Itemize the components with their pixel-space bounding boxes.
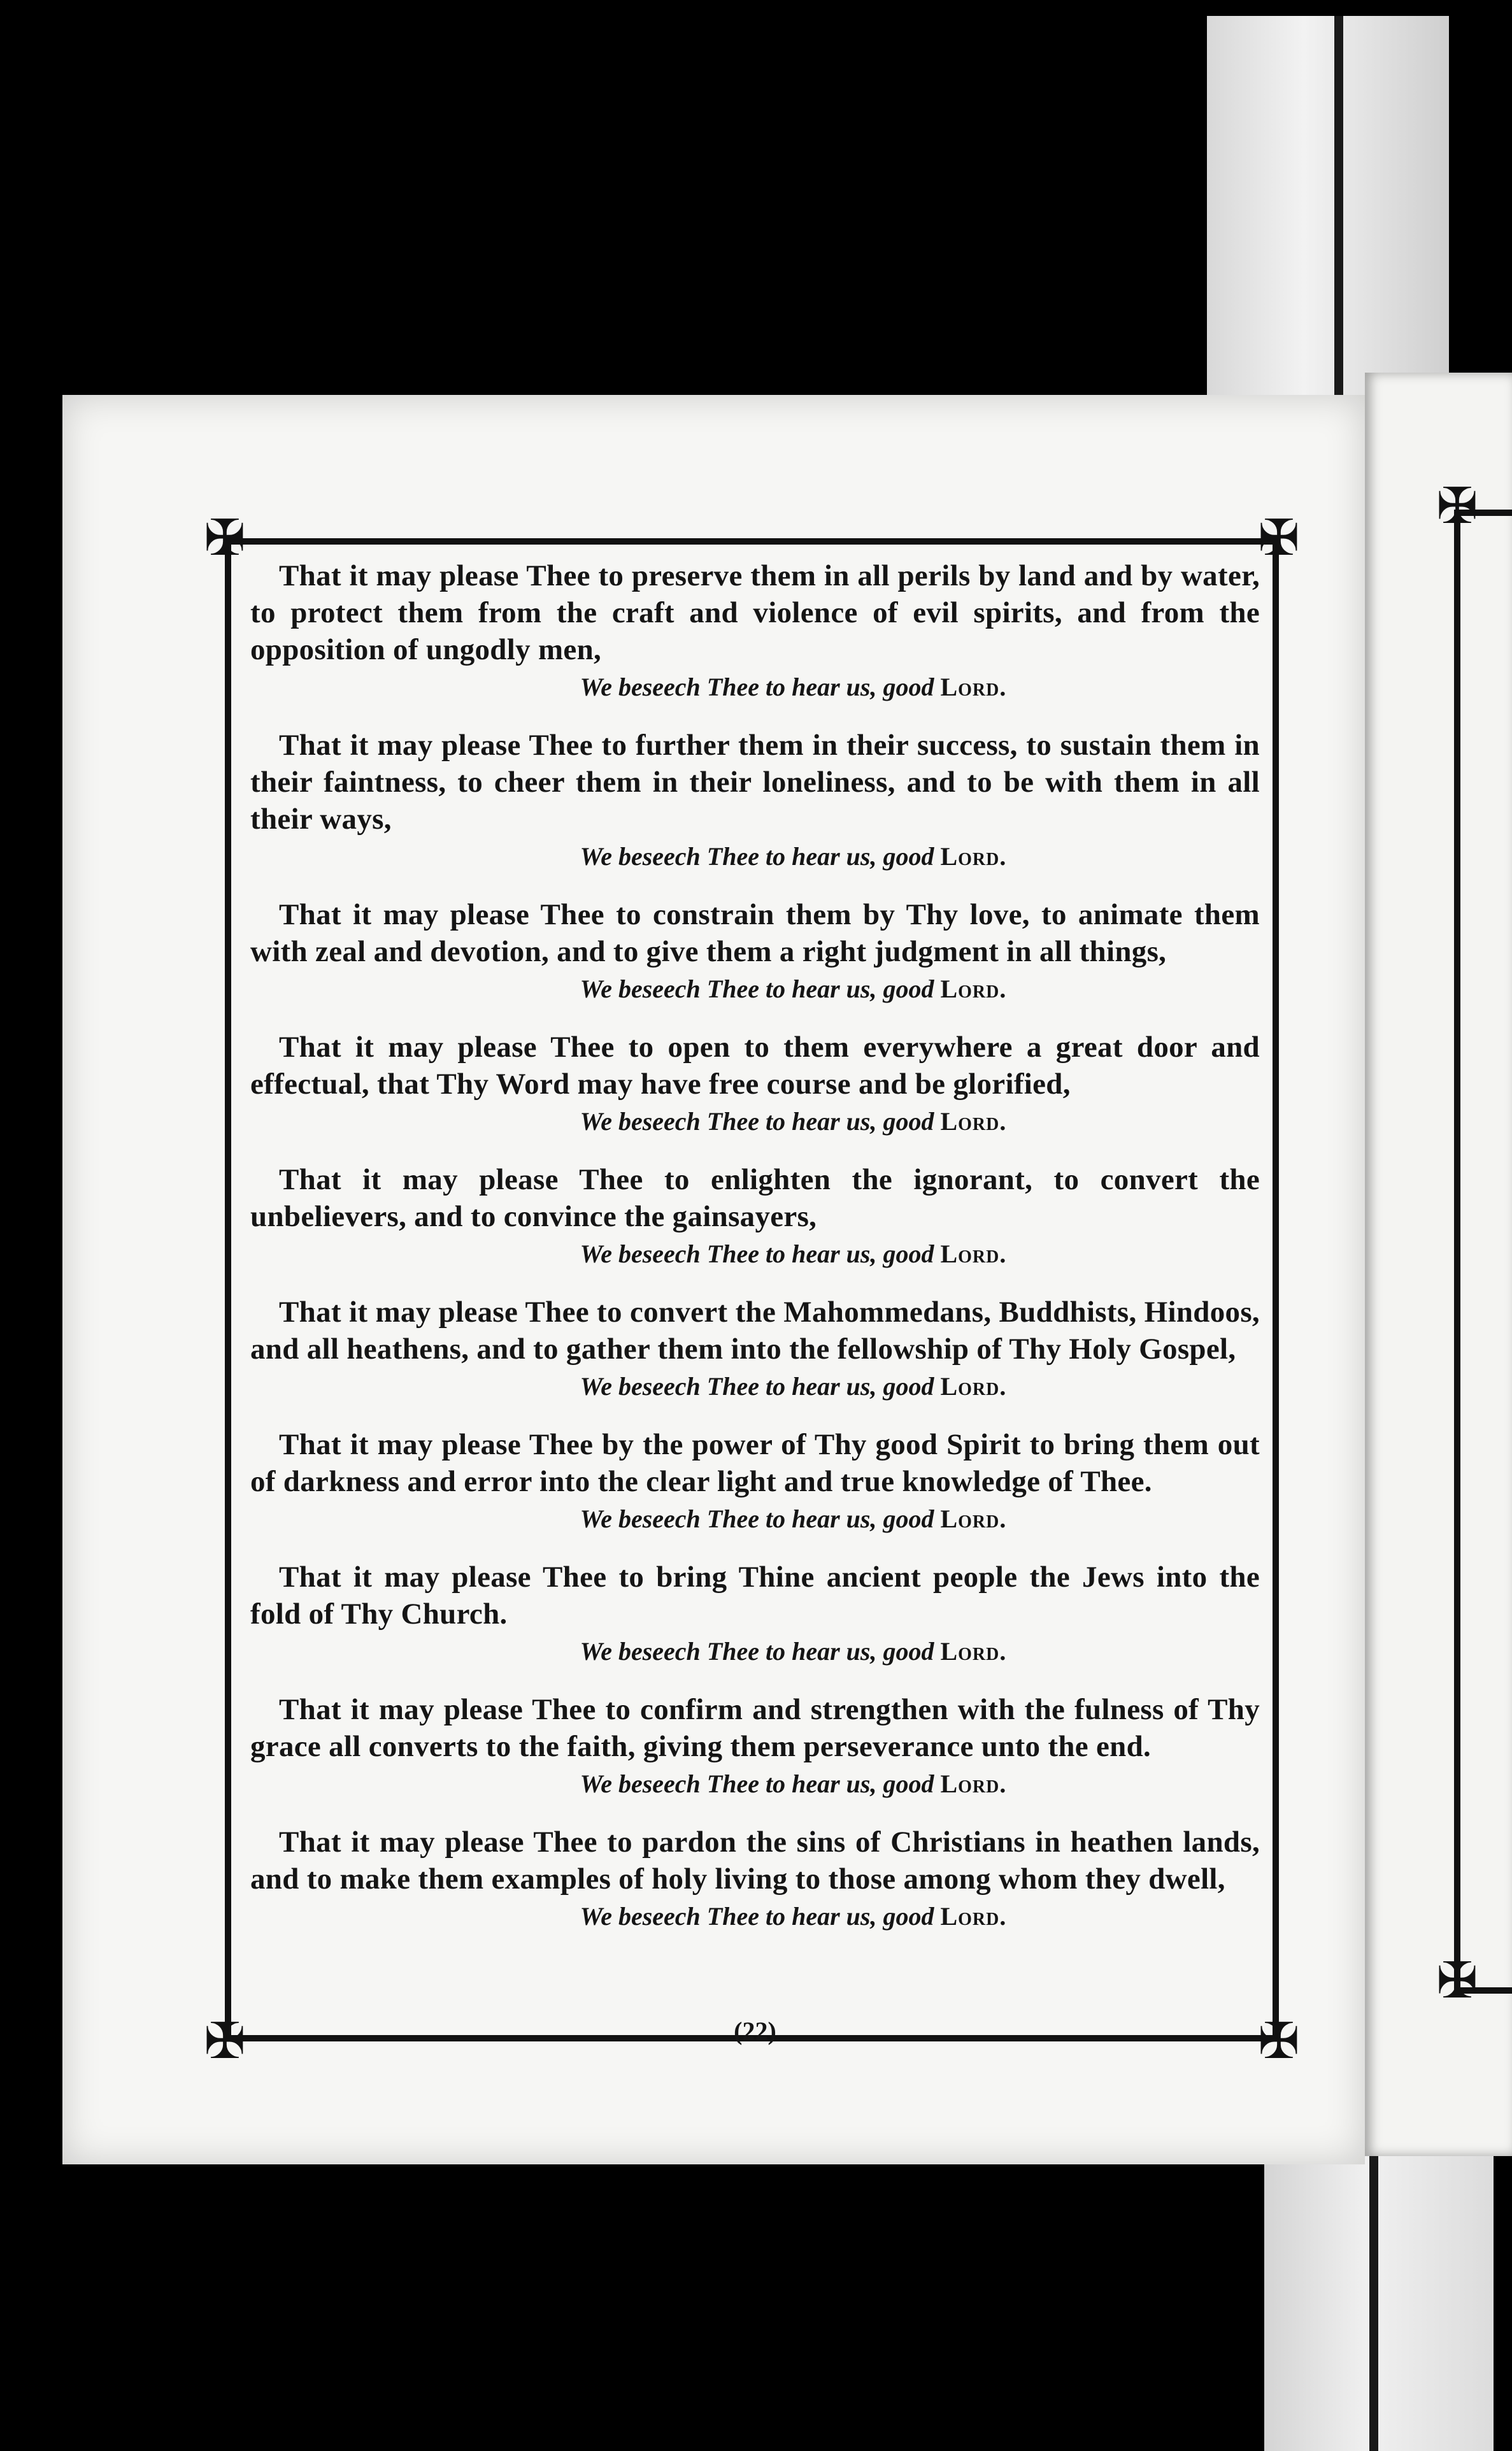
response-text: We beseech Thee to hear us, good xyxy=(580,673,934,701)
petition xyxy=(250,1824,1260,1933)
facing-page xyxy=(1365,373,1512,2156)
response-line xyxy=(250,1635,1260,1668)
film-strip-gap xyxy=(1334,16,1343,395)
petition-text: That it may please Thee to confirm and strengthen with the fulness of Thy grace all converts to the faith, giving them perseverance unto the end. xyxy=(250,1693,1260,1763)
response-text: We beseech Thee to hear us, good xyxy=(580,975,934,1003)
response-line xyxy=(250,1768,1260,1801)
response-text: We beseech Thee to hear us, good xyxy=(580,1769,934,1798)
petition xyxy=(250,727,1260,873)
response-lord: Lord. xyxy=(940,842,1007,871)
response-text: We beseech Thee to hear us, good xyxy=(580,1240,934,1268)
petition-text: That it may please Thee to preserve them in all perils by land and by water, to protect them from the craft and violence of evil spirits, and from the opposition of ungodly men, xyxy=(250,559,1260,666)
document-page xyxy=(62,395,1365,2164)
response-line xyxy=(250,1105,1260,1138)
film-strip-gap xyxy=(1369,2140,1378,2451)
cross-ornament-icon: ✠ xyxy=(1436,478,1478,535)
petition xyxy=(250,1029,1260,1138)
petition-text: That it may please Thee to open to them everywhere a great door and effectual, that Thy Word may have free course and be glorified, xyxy=(250,1031,1260,1101)
petition xyxy=(250,896,1260,1006)
facing-page-frame xyxy=(1454,510,1512,1994)
response-text: We beseech Thee to hear us, good xyxy=(580,1504,934,1533)
petition-text: That it may please Thee to constrain them by Thy love, to animate them with zeal and devotion, and to give them a right judgment in all things, xyxy=(250,898,1260,968)
response-line xyxy=(250,840,1260,873)
petition-text: That it may please Thee by the power of Thy good Spirit to bring them out of darkness and error into the clear light and true knowledge of Thee. xyxy=(250,1428,1260,1498)
response-text: We beseech Thee to hear us, good xyxy=(580,842,934,871)
petition xyxy=(250,1559,1260,1668)
response-text: We beseech Thee to hear us, good xyxy=(580,1107,934,1136)
film-strip-top xyxy=(1207,16,1449,395)
petition xyxy=(250,1691,1260,1801)
cross-ornament-icon: ✠ xyxy=(1436,1952,1478,2010)
petition-text: That it may please Thee to pardon the sins of Christians in heathen lands, and to make them examples of holy living to those among whom they dwell, xyxy=(250,1826,1260,1896)
cross-ornament-icon: ✠ xyxy=(204,2013,246,2070)
response-lord: Lord. xyxy=(940,1769,1007,1798)
response-line xyxy=(250,671,1260,704)
response-lord: Lord. xyxy=(940,673,1007,701)
response-line xyxy=(250,1503,1260,1536)
response-line xyxy=(250,1238,1260,1271)
litany-text xyxy=(250,557,1260,2045)
response-lord: Lord. xyxy=(940,1637,1007,1666)
cross-ornament-icon: ✠ xyxy=(1258,2013,1300,2070)
response-lord: Lord. xyxy=(940,1504,1007,1533)
response-line xyxy=(250,1900,1260,1933)
petition-text: That it may please Thee to bring Thine ancient people the Jews into the fold of Thy Church. xyxy=(250,1561,1260,1631)
petition xyxy=(250,1161,1260,1271)
response-lord: Lord. xyxy=(940,975,1007,1003)
response-lord: Lord. xyxy=(940,1372,1007,1401)
petition-text: That it may please Thee to convert the Mahommedans, Buddhists, Hindoos, and all heathens, and to gather them into the fellowship of Thy Holy Gospel, xyxy=(250,1296,1260,1366)
response-lord: Lord. xyxy=(940,1240,1007,1268)
petition xyxy=(250,1426,1260,1536)
response-text: We beseech Thee to hear us, good xyxy=(580,1902,934,1931)
response-text: We beseech Thee to hear us, good xyxy=(580,1372,934,1401)
petition xyxy=(250,1294,1260,1403)
film-strip-bottom xyxy=(1264,2140,1494,2451)
response-line xyxy=(250,973,1260,1006)
petition-text: That it may please Thee to further them in their success, to sustain them in their faintness, to cheer them in their loneliness, and to be with them in all their ways, xyxy=(250,729,1260,836)
response-lord: Lord. xyxy=(940,1107,1007,1136)
response-lord: Lord. xyxy=(940,1902,1007,1931)
page-number: (22) xyxy=(734,2017,776,2045)
petition-text: That it may please Thee to enlighten the ignorant, to convert the unbelievers, and to convince the gainsayers, xyxy=(250,1163,1260,1233)
petition xyxy=(250,557,1260,704)
response-line xyxy=(250,1370,1260,1403)
cross-ornament-icon: ✠ xyxy=(204,510,246,567)
response-text: We beseech Thee to hear us, good xyxy=(580,1637,934,1666)
cross-ornament-icon: ✠ xyxy=(1258,510,1300,567)
